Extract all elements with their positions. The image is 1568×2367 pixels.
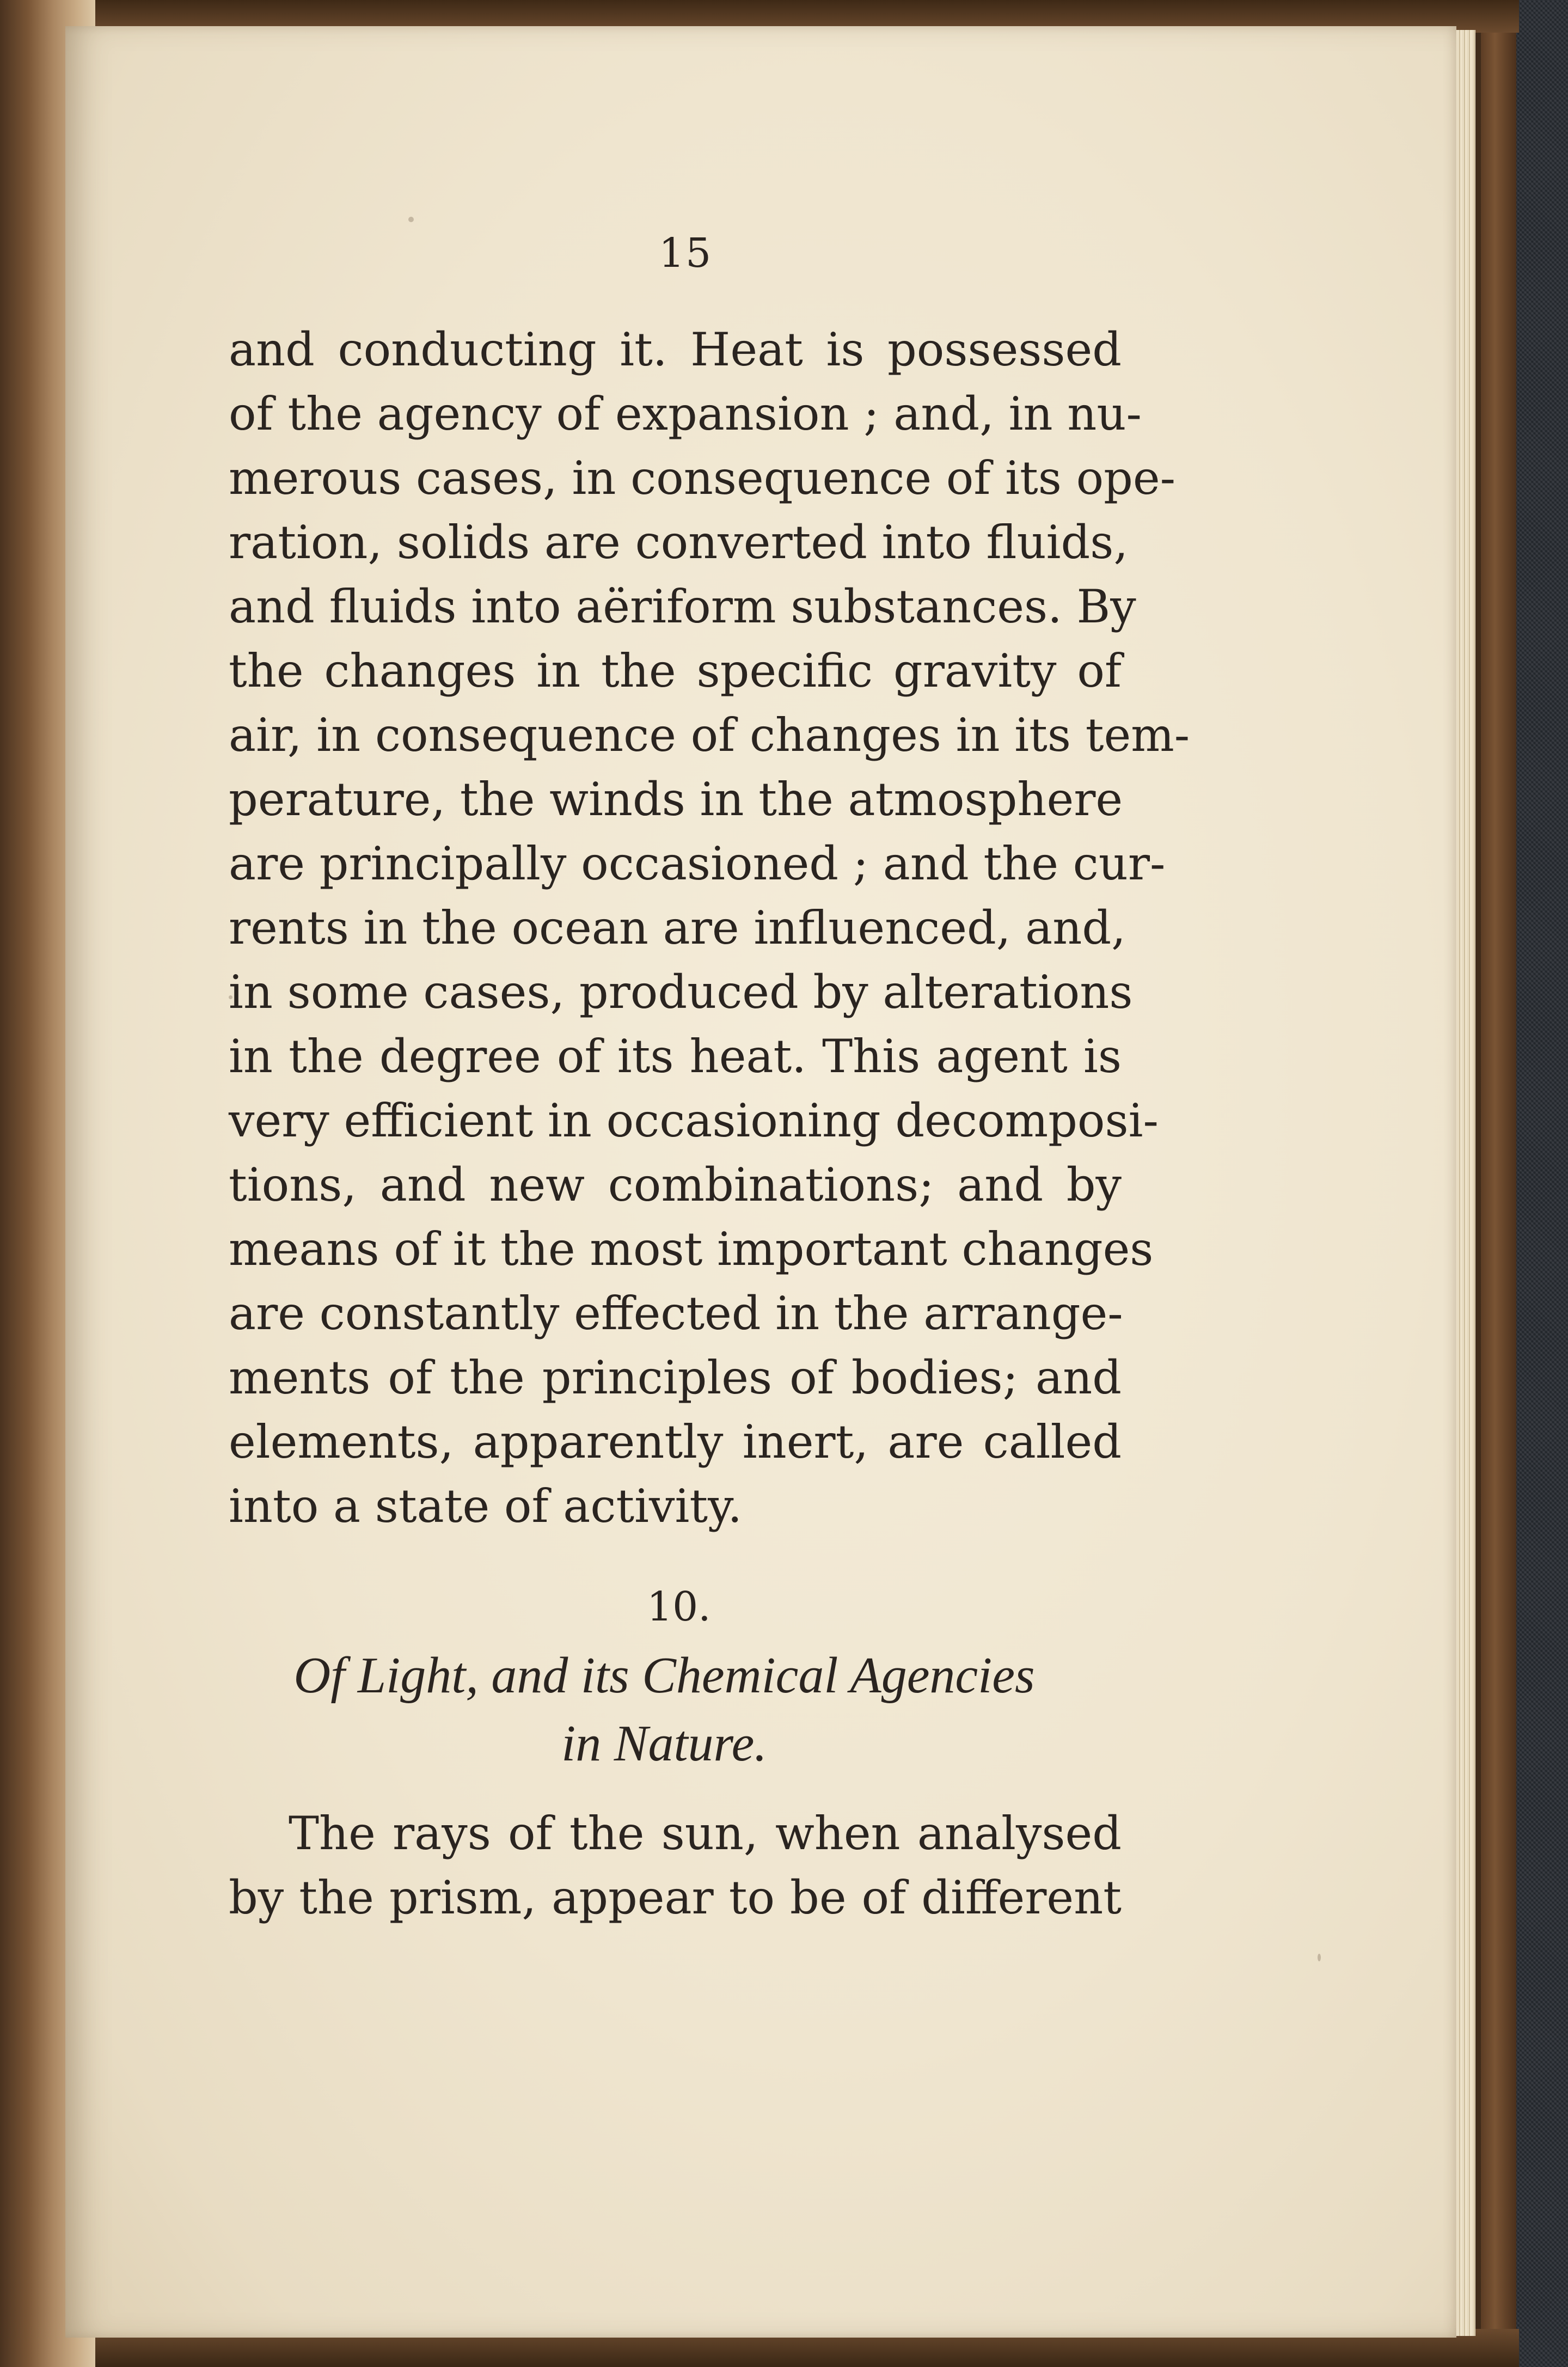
text-line: and fluids into aëriform substances. By — [229, 580, 1136, 633]
book-board-edge — [1481, 0, 1516, 2367]
text-line: perature, the winds in the atmosphere — [229, 773, 1123, 826]
text-line: the changes in the specific gravity of — [229, 644, 1122, 698]
section-heading: Of Light, and its Chemical Agencies — [293, 1647, 1035, 1704]
paper-speck — [1318, 1954, 1321, 1961]
paper-speck — [408, 217, 414, 222]
text-line: tions, and new combinations; and by — [229, 1158, 1122, 1212]
text-line: and conducting it. Heat is possessed — [229, 323, 1122, 376]
book-page — [65, 26, 1456, 2338]
text-line: merous cases, in consequence of its ope- — [229, 451, 1176, 505]
text-line: in the degree of its heat. This agent is — [229, 1030, 1122, 1083]
text-line: rents in the ocean are influenced, and, — [229, 901, 1126, 955]
text-line: are principally occasioned ; and the cur- — [229, 837, 1166, 890]
text-line: means of it the most important changes — [229, 1222, 1154, 1276]
text-line: elements, apparently inert, are called — [229, 1415, 1122, 1469]
text-line: by the prism, appear to be of different — [229, 1871, 1122, 1924]
text-line: ration, solids are converted into fluids, — [229, 516, 1129, 569]
text-line: ments of the principles of bodies; and — [229, 1351, 1122, 1404]
text-line: The rays of the sun, when analysed — [289, 1807, 1122, 1860]
text-line: in some cases, produced by alterations — [229, 965, 1133, 1019]
text-line: very efficient in occasioning decomposi- — [229, 1094, 1159, 1147]
section-number: 10. — [647, 1583, 711, 1630]
text-line: of the agency of expansion ; and, in nu- — [229, 387, 1142, 441]
text-line: air, in consequence of changes in its tem- — [229, 708, 1190, 762]
section-heading-continued: in Nature. — [561, 1715, 767, 1772]
text-line: into a state of activity. — [229, 1479, 743, 1533]
page-number: 15 — [659, 230, 713, 277]
text-line: are constantly effected in the arrange- — [229, 1287, 1123, 1340]
